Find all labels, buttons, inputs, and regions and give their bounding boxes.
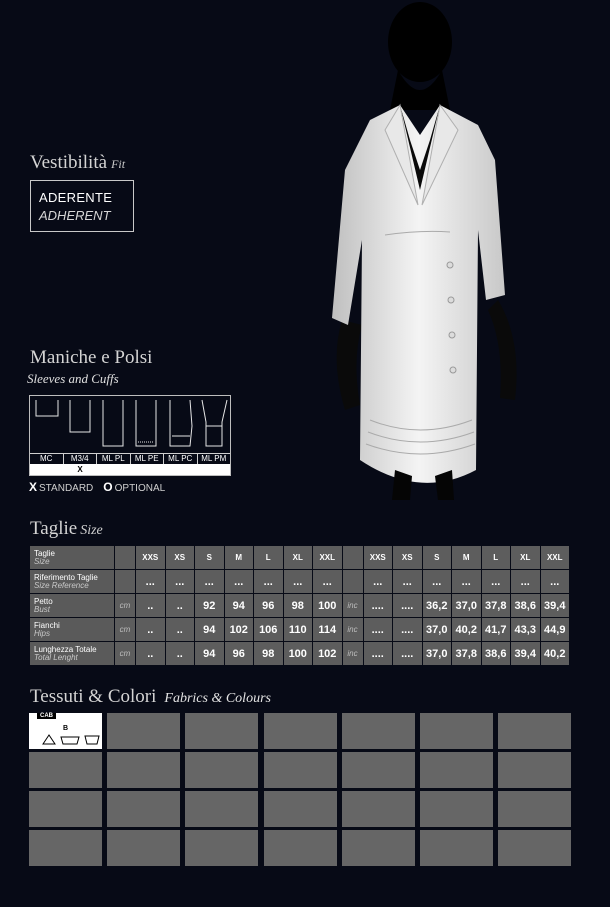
fabric-swatch	[498, 791, 571, 827]
size-cell: ...	[313, 570, 342, 593]
size-header-cell: XL	[511, 546, 540, 569]
size-cell: 92	[195, 594, 224, 617]
size-row-label	[30, 570, 114, 593]
size-row-label	[30, 618, 114, 641]
sleeve-label: MC	[30, 454, 64, 464]
fabric-swatch	[342, 830, 415, 866]
optional-label: OPTIONAL	[114, 483, 166, 494]
size-cell: 98	[284, 594, 313, 617]
unit-cell: cm	[115, 618, 135, 641]
size-cell: ..	[166, 642, 195, 665]
fabric-swatch	[420, 791, 493, 827]
fabric-swatch	[420, 713, 493, 749]
size-row-label	[30, 594, 114, 617]
size-cell: ....	[364, 642, 393, 665]
size-cell: ...	[284, 570, 313, 593]
size-cell: 98	[254, 642, 283, 665]
size-cell: ..	[136, 594, 165, 617]
sleeves-legend	[29, 480, 165, 494]
size-cell: 110	[284, 618, 313, 641]
fabric-swatch	[107, 791, 180, 827]
size-cell: ...	[195, 570, 224, 593]
fabric-swatch	[107, 752, 180, 788]
size-title-it: Taglie	[30, 518, 78, 539]
size-cell: 106	[254, 618, 283, 641]
care-label	[29, 713, 102, 749]
size-row	[30, 594, 569, 617]
size-cell: ...	[166, 570, 195, 593]
unit-cell	[343, 546, 363, 569]
size-header-label-en: Size	[34, 556, 50, 566]
size-cell: 41,7	[482, 618, 511, 641]
size-table	[29, 545, 570, 666]
size-cell: ....	[393, 594, 422, 617]
fabric-swatch	[185, 791, 258, 827]
size-row-label-it: Petto	[34, 596, 53, 606]
size-row-label-en: Bust	[34, 604, 51, 614]
sleeve-labels	[30, 453, 230, 464]
size-row-label-en: Hips	[34, 628, 51, 638]
size-cell: 37,0	[423, 618, 452, 641]
care-badge: CAB	[37, 713, 56, 719]
sleeve-mark: X	[77, 465, 83, 474]
sleeve-mark	[197, 464, 230, 475]
size-title	[30, 518, 103, 540]
size-cell: 44,9	[541, 618, 570, 641]
size-header-row	[30, 546, 569, 569]
size-title-en: Size	[80, 523, 103, 538]
size-cell: 37,8	[452, 642, 481, 665]
unit-cell: cm	[115, 594, 135, 617]
fabric-swatch	[29, 830, 102, 866]
size-row	[30, 642, 569, 665]
fit-title	[30, 152, 125, 174]
sleeve-mark	[130, 464, 163, 475]
size-cell: 43,3	[511, 618, 540, 641]
size-cell: 37,8	[482, 594, 511, 617]
sleeve-mark	[163, 464, 196, 475]
sleeves-title: Maniche e Polsi	[30, 347, 153, 368]
size-cell: ....	[393, 642, 422, 665]
size-header-cell: M	[452, 546, 481, 569]
size-header-cell: M	[225, 546, 254, 569]
size-cell: 38,6	[511, 594, 540, 617]
fit-value: ADERENTE	[39, 190, 113, 205]
care-code: B	[63, 725, 69, 732]
fabric-swatch	[264, 752, 337, 788]
sleeve-marks	[30, 464, 230, 475]
fabric-swatch	[342, 791, 415, 827]
sleeve-label: ML PC	[164, 454, 198, 464]
size-cell: ..	[166, 594, 195, 617]
size-cell: 38,6	[482, 642, 511, 665]
fabric-swatch	[264, 713, 337, 749]
unit-cell: cm	[115, 642, 135, 665]
unit-cell: inc	[343, 594, 363, 617]
size-header-cell: XXS	[364, 546, 393, 569]
size-row-label-it: Fianchi	[34, 620, 60, 630]
unit-cell: inc	[343, 618, 363, 641]
size-cell: 39,4	[541, 594, 570, 617]
fabric-swatch	[264, 830, 337, 866]
size-header-cell: XXL	[541, 546, 570, 569]
size-header-cell: L	[254, 546, 283, 569]
fabric-swatch	[185, 713, 258, 749]
size-header-cell: XXL	[313, 546, 342, 569]
size-cell: 94	[195, 642, 224, 665]
fit-value-box	[30, 180, 134, 232]
size-cell: ...	[136, 570, 165, 593]
sleeve-diagrams	[30, 396, 230, 453]
size-cell: ....	[393, 618, 422, 641]
size-row-label-it: Riferimento Taglie	[34, 572, 98, 582]
fabric-swatch	[342, 713, 415, 749]
size-header-label-it: Taglie	[34, 548, 55, 558]
size-header-label	[30, 546, 114, 569]
fabric-swatch	[264, 791, 337, 827]
size-cell: ...	[225, 570, 254, 593]
sleeve-label: M3/4	[64, 454, 98, 464]
fit-value-en: ADHERENT	[39, 208, 111, 223]
size-header-cell: L	[482, 546, 511, 569]
sleeve-mark	[30, 464, 63, 475]
size-cell: 37,0	[423, 642, 452, 665]
size-cell: 94	[225, 594, 254, 617]
sleeves-chart	[29, 395, 231, 476]
size-cell: 39,4	[511, 642, 540, 665]
size-cell: 100	[284, 642, 313, 665]
fabric-swatch	[498, 830, 571, 866]
unit-cell	[343, 570, 363, 593]
fabric-swatch	[420, 752, 493, 788]
fabrics-title	[30, 686, 271, 708]
size-cell: ..	[136, 642, 165, 665]
size-cell: 40,2	[452, 618, 481, 641]
size-cell: 96	[225, 642, 254, 665]
fabric-swatch	[29, 791, 102, 827]
garment-image	[300, 0, 560, 500]
unit-cell	[115, 570, 135, 593]
size-cell: ....	[364, 618, 393, 641]
sleeve-mark	[97, 464, 130, 475]
sleeves-subtitle: Sleeves and Cuffs	[27, 371, 119, 386]
size-cell: 114	[313, 618, 342, 641]
size-cell: 96	[254, 594, 283, 617]
unit-cell: inc	[343, 642, 363, 665]
size-header-cell: XL	[284, 546, 313, 569]
size-cell: ...	[541, 570, 570, 593]
size-row-label-it: Lunghezza Totale	[34, 644, 97, 654]
size-row-label-en: Size Reference	[34, 580, 89, 590]
size-cell: ...	[452, 570, 481, 593]
fabric-swatch	[29, 752, 102, 788]
fabric-swatch	[107, 830, 180, 866]
size-cell: ...	[423, 570, 452, 593]
size-cell: 102	[313, 642, 342, 665]
size-cell: 40,2	[541, 642, 570, 665]
size-cell: ...	[511, 570, 540, 593]
fabric-swatch	[498, 752, 571, 788]
standard-label: STANDARD	[39, 483, 94, 494]
size-header-cell: XS	[166, 546, 195, 569]
optional-symbol: O	[103, 480, 113, 494]
fabrics-title-en: Fabrics & Colours	[164, 691, 271, 706]
sleeve-label: ML PL	[97, 454, 131, 464]
size-header-cell: XS	[393, 546, 422, 569]
size-row-label-en: Total Lenght	[34, 652, 78, 662]
size-cell: ...	[482, 570, 511, 593]
care-symbols-icon	[33, 732, 103, 748]
size-cell: ...	[393, 570, 422, 593]
size-cell: 37,0	[452, 594, 481, 617]
size-header-cell: S	[423, 546, 452, 569]
size-row	[30, 618, 569, 641]
fabrics-title-it: Tessuti & Colori	[30, 686, 157, 707]
fit-title-it: Vestibilità	[30, 152, 108, 173]
size-cell: 102	[225, 618, 254, 641]
size-row-label	[30, 642, 114, 665]
size-header-cell: XXS	[136, 546, 165, 569]
fabric-swatch	[342, 752, 415, 788]
fabric-swatch	[185, 830, 258, 866]
fabric-swatch	[420, 830, 493, 866]
size-cell: ...	[254, 570, 283, 593]
size-cell: ....	[364, 594, 393, 617]
size-cell: ...	[364, 570, 393, 593]
size-cell: 94	[195, 618, 224, 641]
size-cell: 100	[313, 594, 342, 617]
sleeve-label: ML PM	[201, 454, 227, 463]
fabric-swatch	[498, 713, 571, 749]
sleeve-label: ML PE	[131, 454, 165, 464]
size-cell: 36,2	[423, 594, 452, 617]
unit-cell	[115, 546, 135, 569]
size-cell: ..	[136, 618, 165, 641]
fabric-swatch	[185, 752, 258, 788]
size-header-cell: S	[195, 546, 224, 569]
size-row	[30, 570, 569, 593]
fit-title-en: Fit	[111, 157, 126, 171]
size-cell: ..	[166, 618, 195, 641]
standard-symbol: X	[29, 480, 38, 494]
fabric-swatch	[107, 713, 180, 749]
